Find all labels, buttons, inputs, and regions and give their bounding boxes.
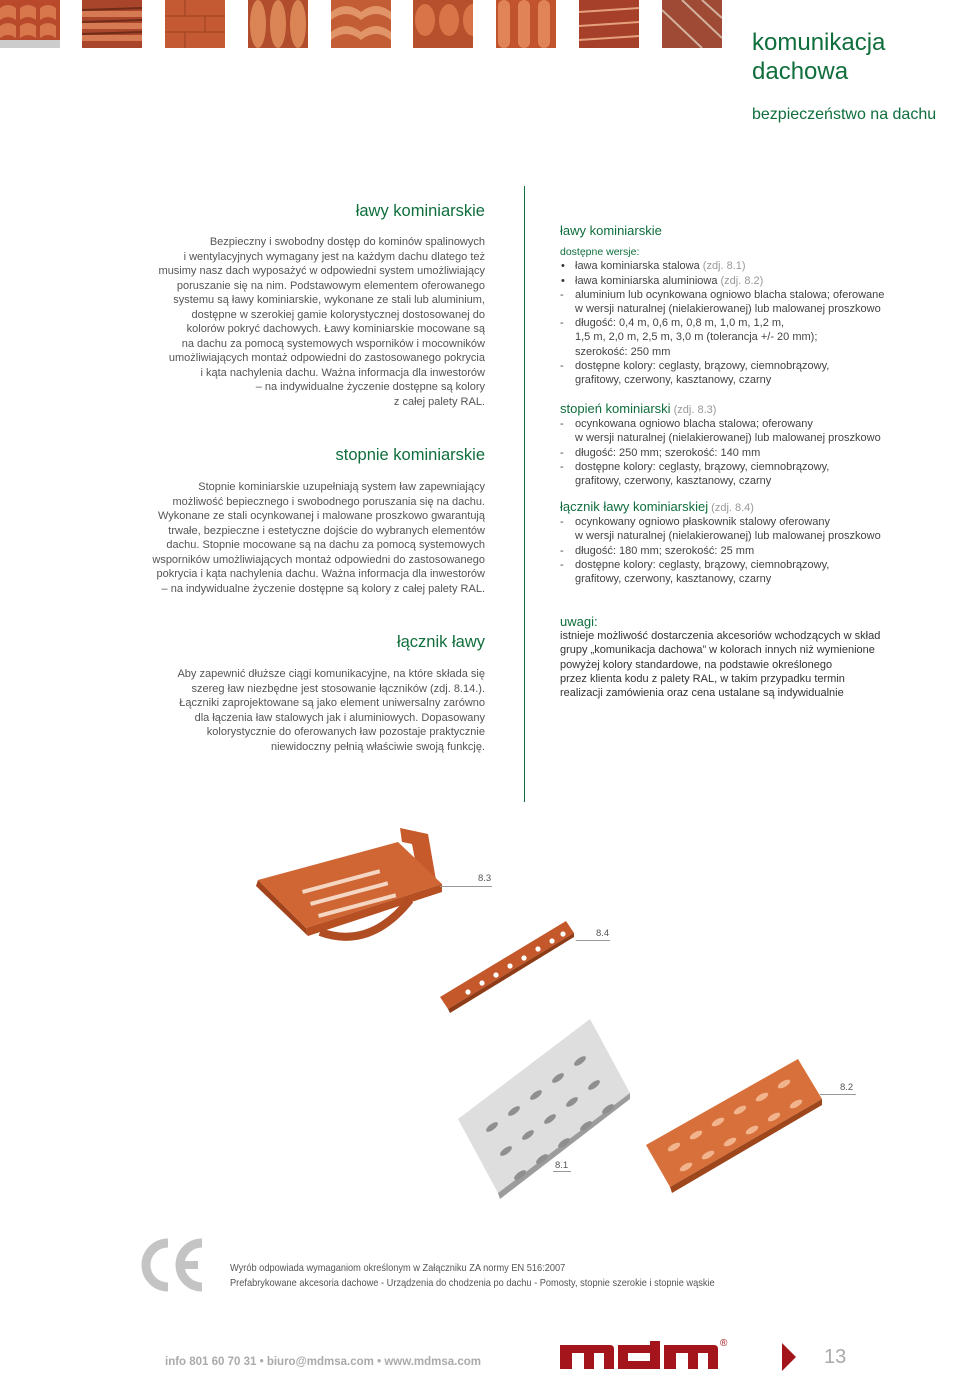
page-subtitle: bezpieczeństwo na dachu [752,106,937,123]
title-line: komunikacja [752,29,886,56]
aluminium-bench-8-2-image [640,1055,825,1195]
step-8-3-image [250,820,450,960]
spec-line: szerokość: 250 mm [575,345,671,358]
spec-line: - długość: 0,4 m, 0,6 m, 0,8 m, 1,0 m, 1,2 m, [560,317,785,330]
page-title [752,28,952,86]
section-stopnie-kominiarskie [125,446,485,596]
certification-note: Wyrób odpowiada wymaganiom określonym w Załączniku ZA normy EN 516:2007 Prefabrykowane akcesoria dachowe - Urządzenia do chodzenia po dachu - Pomosty, stopnie szerokie i stopnie wąskie [230,1262,715,1289]
spec-line: w wersji naturalnej (nielakierowanej) lub malowanej proszkowo [575,303,881,316]
title-line: dachowa [752,58,849,85]
spec-uwagi: uwagi: istnieje możliwość dostarczenia akcesoriów wchodzących w skład grupy „komunikacja dachowa” w kolorach innych niż wymienione powyżej kolory standardowe, na podstawie określonego przez klienta kodu z palety RAL, w takim przypadku termin realizacji zamówienia oraz cena ustalane są indywidualnie [560,614,881,700]
section-title: ławy kominiarskie [355,202,485,220]
contact-info: info 801 60 70 31 • biuro@mdmsa.com • www.mdmsa.com [165,1356,482,1368]
version-item: • ława kominiarska stalowa (zdj. 8.1) [560,259,884,273]
section-body: Bezpieczny i swobodny dostęp do kominów spalinowych i wentylacyjnych wymagany jest na każdym dachu dlatego też musimy nasz dach wyposażyć w odpowiedni system umożliwiający poruszanie się na nim. Podstawowym elementem oferowanego systemu są ławy kominiarskie, wykonane ze stali lub aluminium, dostępne w szerokiej gamie kolorystycznej dostosowanej do kolorów pokryć dachowych. Ławy kominiarskie mocowane są na dachu za pomocą systemowych wsporników i mocowników umożliwiających montaż odpowiedni do zastosowanego pokrycia i kąta nachylenia dachu. Ważna informacja dla inwestorów – na indywidualne życzenie dostępne są kolory z całej palety RAL. [158,236,485,408]
roof-tile-thumbnail [413,0,473,48]
uwagi-title: uwagi: [560,614,598,629]
section-title: stopnie kominiarskie [335,446,485,464]
spec-line: - dostępne kolory: ceglasty, brązowy, ciemnobrązowy, [560,359,830,372]
spec-line: 1,5 m, 2,0 m, 2,5 m, 3,0 m (tolerancja +/- 20 mm); [575,331,818,344]
section-lawy-kominiarskie [125,202,485,409]
roof-tile-thumbnail [82,0,142,48]
steel-bench-8-1-image [452,1015,632,1200]
spec-line: grafitowy, czerwony, kasztanowy, czarny [575,475,772,488]
spec-line: - długość: 250 mm; szerokość: 140 mm [560,446,761,459]
spec-line: w wersji naturalnej (nielakierowanej) lub malowanej proszkowo [575,432,881,445]
figure-leader-line [440,886,492,887]
spec-line: - długość: 180 mm; szerokość: 25 mm [560,544,755,557]
spec-line: grafitowy, czerwony, kasztanowy, czarny [575,573,772,586]
roof-tile-thumbnail [165,0,225,48]
spec-line: - dostępne kolory: ceglasty, brązowy, ciemnobrązowy, [560,558,830,571]
spec-title: łącznik ławy kominiarskiej [560,499,709,514]
column-divider [524,186,525,802]
version-item: • ława kominiarska aluminiowa (zdj. 8.2) [560,274,884,288]
roof-tile-thumbnail [662,0,722,48]
spec-title-row: stopień kominiarski (zdj. 8.3) [560,401,717,416]
spec-line: - ocynkowany ogniowo płaskownik stalowy oferowany [560,516,830,529]
spec-line: w wersji naturalnej (nielakierowanej) lub malowanej proszkowo [575,530,881,543]
spec-line: - dostępne kolory: ceglasty, brązowy, ciemnobrązowy, [560,460,830,473]
ce-mark-icon [140,1237,206,1293]
figure-leader-line [576,940,610,941]
spec-lawy [560,224,884,387]
connector-8-4-image [438,915,578,1015]
roof-tile-thumbnail [579,0,639,48]
spec-line: - ocynkowana ogniowo blacha stalowa; oferowany [560,418,813,431]
section-title: łącznik ławy [396,633,485,651]
figure-leader-line [553,1171,571,1172]
roof-tile-thumbnail [496,0,556,48]
spec-stopien [560,402,881,488]
registered-mark: ® [720,1338,728,1349]
section-body: Stopnie kominiarskie uzupełniają system ław zapewniający możliwość bepiecznego i swobodnego poruszania się na dachu. Wykonane ze stali ocynkowanej i malowane proszkowo gwarantują trwałe, bezpieczne i estetyczne dojście do wybranych elementów dachu. Stopnie mocowane są na dachu za pomocą systemowych wsporników umożliwiających montaż odpowiedni do zastosowanego pokrycia i kąta nachylenia dachu. Ważna informacja dla inwestorów – na indywidualne życzenie dostępne są kolory z całej palety RAL. [152,481,485,595]
spec-title-row: łącznik ławy kominiarskiej (zdj. 8.4) [560,499,754,514]
figure-leader-line [820,1094,856,1095]
figure-label-8-3: 8.3 [478,873,492,884]
spec-lacznik [560,500,881,586]
section-lacznik-lawy [125,633,485,754]
figure-label-8-4: 8.4 [596,928,610,939]
page-number: 13 [824,1346,847,1368]
spec-line: grafitowy, czerwony, kasztanowy, czarny [575,374,772,387]
mdm-logo [560,1341,726,1371]
spec-line: - aluminium lub ocynkowana ogniowo blacha stalowa; oferowane [560,288,885,301]
figure-label-8-1: 8.1 [555,1160,569,1171]
spec-title: stopień kominiarski [560,401,671,416]
versions-label: dostępne wersje: [560,246,640,259]
roof-tile-thumbnail [0,0,60,48]
roof-tile-thumbnail [248,0,308,48]
chevron-right-icon [782,1343,796,1371]
figure-label-8-2: 8.2 [840,1082,854,1093]
section-body: Aby zapewnić dłuższe ciągi komunikacyjne, na które składa się szereg ław niezbędne jest stosowanie łączników (zdj. 8.14.). Łączniki zaprojektowane są jako element uniwersalny zarówno dla łączenia ław stalowych jak i aluminiowych. Dopasowany kolorystycznie do oferowanych ław pozostaje praktycznie niewidoczny pełnią właściwie swoją funkcję. [177,668,485,753]
spec-list [560,288,884,387]
spec-list [560,417,881,488]
spec-list [560,515,881,586]
spec-title: ławy kominiarskie [560,223,662,238]
roof-tile-thumbnail [331,0,391,48]
